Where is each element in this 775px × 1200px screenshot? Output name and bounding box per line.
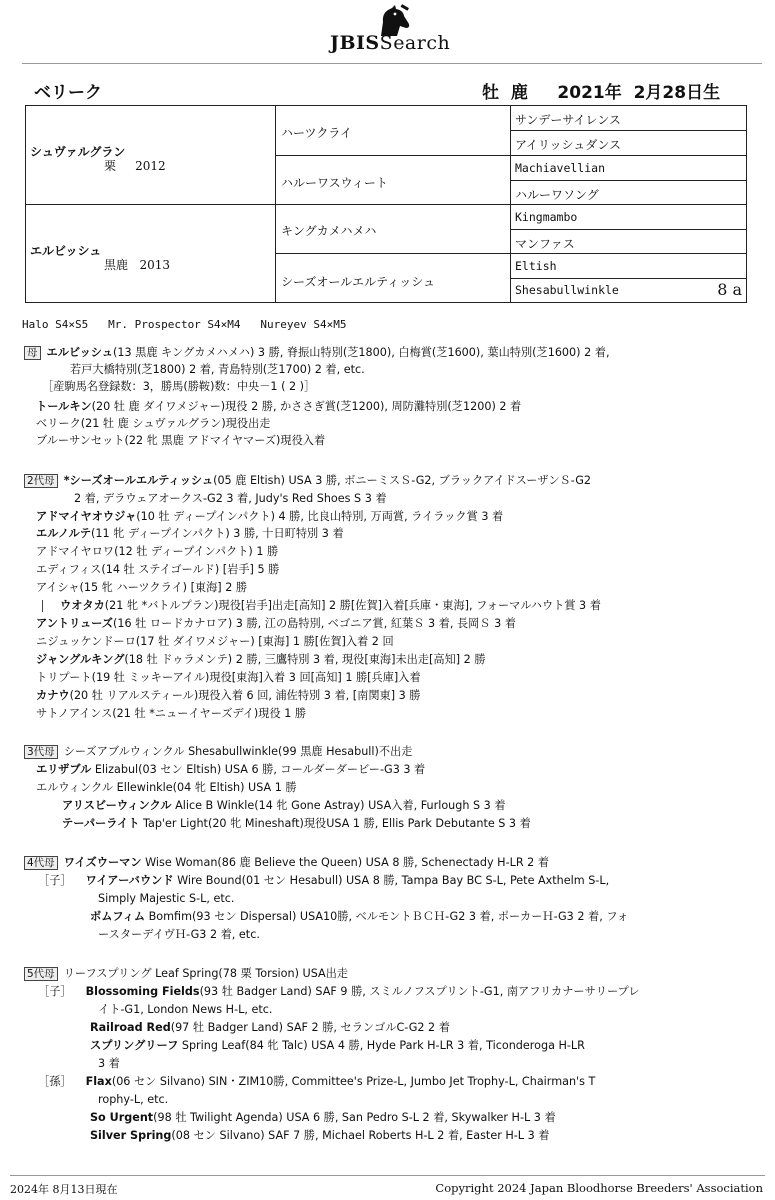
header-divider: [22, 63, 762, 64]
g2-line-5: アドマイヤロワ(12 牡 ディープインパクト) 1 勝: [36, 545, 279, 558]
g5-line-1: 5代母 リーフスプリング Leaf Spring(78 栗 Torsion) USA出走: [24, 967, 348, 981]
ss-cell: [276, 106, 511, 156]
sd-cell: [276, 156, 511, 205]
section-tag-2: 2代母: [24, 474, 58, 488]
dss-name: Kingmambo: [515, 210, 578, 224]
sire-detail: 栗 2012: [104, 159, 166, 173]
inbreeding-info: Halo S4×S5 Mr. Prospector S4×M4 Nureyev S4×M5: [22, 318, 347, 331]
g2-line-3: アドマイヤオウジャ(10 牡 ディープインパクト) 4 勝, 比良山特別, 万両賞, ライラック賞 3 着: [36, 510, 504, 523]
section-tag-4: 4代母: [24, 856, 58, 870]
sire-cell: [26, 106, 276, 205]
g2-line-10: ニジュッケンドーロ(17 牡 ダイワメジャー) [東海] 1 勝[佐賀]入着 2 回: [36, 635, 394, 648]
dam-name: エルビッシュ: [30, 244, 102, 258]
g3-line-4: アリスビーウィンクル Alice B Winkle(14 牝 Gone Astray) USA入着, Furlough S 3 着: [62, 799, 506, 812]
g2-line-13: カナウ(20 牡 リアルスティール)現役入着 6 回, 浦佐特別 3 着, [南関東] 3 勝: [36, 689, 421, 702]
dd-name: シーズオールエルティッシュ: [281, 275, 435, 289]
g5-line-8: rophy-L, etc.: [98, 1093, 169, 1106]
ddd-cell: [511, 279, 746, 302]
g5-line-6: 3 着: [98, 1057, 120, 1070]
g2-line-6: エディフィス(14 牡 ステイゴールド) [岩手] 5 勝: [36, 563, 280, 576]
g5-line-10: Silver Spring(08 セン Silvano) SAF 7 勝, Michael Roberts H-L 2 着, Easter H-L 3 着: [90, 1129, 550, 1142]
horse-name: ベリーク: [34, 83, 102, 103]
dss-cell: [511, 205, 746, 230]
dam-line-1: 母 エルビッシュ(13 黒鹿 キングカメハメハ) 3 勝, 脊振山特別(芝1800), 白梅賞(芝1600), 葉山特別(芝1600) 2 着,: [24, 346, 610, 360]
section-tag-dam: 母: [24, 346, 41, 360]
dam-cell: [26, 205, 276, 302]
g5-line-7: ［孫］ Flax(06 セン Silvano) SIN・ZIM10勝, Committee's Prize-L, Jumbo Jet Trophy-L, Chairman's T: [38, 1075, 596, 1088]
dam-line-6: ブルーサンセット(22 牝 黒鹿 アドマイヤマーズ)現役入着: [36, 434, 326, 447]
sss-name: サンデーサイレンス: [515, 113, 621, 127]
g4-line-3: Simply Majestic S-L, etc.: [98, 892, 235, 905]
g4-line-1: 4代母 ワイズウーマン Wise Woman(86 鹿 Believe the Queen) USA 8 勝, Schenectady H-LR 2 着: [24, 856, 549, 870]
jbis-logo: JBISSearch: [318, 4, 468, 54]
ssd-cell: [511, 131, 746, 156]
ds-name: キングカメハメハ: [281, 224, 377, 238]
dam-line-5: ベリーク(21 牡 鹿 シュヴァルグラン)現役出走: [36, 417, 271, 430]
pedigree-table: [25, 105, 747, 303]
g4-line-4: ボムフィム Bomfim(93 セン Dispersal) USA10勝, ベルモントＢＣＨ-G2 3 着, ポーカーＨ-G3 2 着, フォ: [90, 910, 629, 923]
g2-line-7: アイシャ(15 牝 ハーツクライ) [東海] 2 勝: [36, 581, 248, 594]
g2-line-8: ウオタカ(21 牝 *バトルプラン)現役[岩手]出走[高知] 2 勝[佐賀]入着[兵庫・東海], フォーマルハウト賞 3 着: [42, 599, 601, 613]
g5-line-4: Railroad Red(97 牡 Badger Land) SAF 2 勝, セランゴルC-G2 2 着: [90, 1021, 450, 1034]
sds-name: Machiavellian: [515, 161, 606, 175]
g3-line-3: エルウィンクル Ellewinkle(04 牝 Eltish) USA 1 勝: [36, 781, 297, 794]
g2-line-12: トリプート(19 牡 ミッキーアイル)現役[東海]入着 3 回[高知] 1 勝[兵庫]入着: [36, 671, 421, 684]
g5-line-3: イト-G1, London News H-L, etc.: [98, 1003, 273, 1016]
dds-name: Eltish: [515, 259, 557, 273]
dam-line-3: ［産駒馬名登録数：3，勝馬(勝鞍)数：中央－1 ( 2 )］: [42, 380, 316, 393]
dsd-cell: [511, 230, 746, 254]
sss-cell: [511, 106, 746, 131]
g3-line-1: 3代母 シーズアブルウィンクル Shesabullwinkle(99 黒鹿 Hesabull)不出走: [24, 745, 412, 759]
g2-line-1: 2代母 *シーズオールエルティッシュ(05 鹿 Eltish) USA 3 勝, ボニーミスＳ-G2, ブラックアイドスーザンＳ-G2: [24, 474, 591, 488]
g2-line-2: 2 着, デラウェアオークス-G2 3 着, Judy's Red Shoes S 3 着: [74, 492, 387, 505]
g2-line-4: エルノルテ(11 牝 ディープインパクト) 3 勝, 十日町特別 3 着: [36, 527, 344, 540]
ds-cell: [276, 205, 511, 254]
g2-line-11: ジャングルキング(18 牡 ドゥラメンテ) 2 勝, 三鷹特別 3 着, 現役[東海]未出走[高知] 2 勝: [36, 653, 486, 666]
dam-detail: 黒鹿 2013: [104, 258, 170, 272]
horse-info: 牡 鹿 2021年 2月28日生: [482, 83, 721, 103]
sire-name: シュヴァルグラン: [30, 145, 126, 159]
dam-line-2: 若戸大橋特別(芝1800) 2 着, 青島特別(芝1700) 2 着, etc.: [70, 363, 365, 376]
section-tag-3: 3代母: [24, 745, 58, 759]
dd-cell: [276, 254, 511, 302]
family-number: 8 a: [717, 280, 742, 299]
footer-date: 2024年 8月13日現在: [10, 1183, 118, 1196]
g3-line-5: テーパーライト Tap'er Light(20 牝 Mineshaft)現役USA 1 勝, Ellis Park Debutante S 3 着: [62, 817, 531, 830]
g4-line-5: ースターデイヴＨ-G3 2 着, etc.: [98, 928, 260, 941]
g5-line-9: So Urgent(98 牡 Twilight Agenda) USA 6 勝, San Pedro S-L 2 着, Skywalker H-L 3 着: [90, 1111, 556, 1124]
g3-line-2: エリザブル Elizabul(03 セン Eltish) USA 6 勝, コールダーダービー-G3 3 着: [36, 763, 426, 776]
footer-divider: [10, 1175, 765, 1176]
g5-line-5: スプリングリーフ Spring Leaf(84 牝 Talc) USA 4 勝, Hyde Park H-LR 3 着, Ticonderoga H-LR: [90, 1039, 585, 1052]
dam-line-4: トールキン(20 牡 鹿 ダイワメジャー)現役 2 勝, かささぎ賞(芝1200), 周防灘特別(芝1200) 2 着: [36, 400, 522, 413]
g5-line-2: ［子］ Blossoming Fields(93 牡 Badger Land) SAF 9 勝, スミルノフスプリント-G1, 南アフリカナーサリープレ: [38, 985, 640, 998]
section-tag-5: 5代母: [24, 967, 58, 981]
ssd-name: アイリッシュダンス: [515, 138, 621, 152]
g4-line-2: ［子］ ワイアーバウンド Wire Bound(01 セン Hesabull) USA 8 勝, Tampa Bay BC S-L, Pete Axthelm S-L,: [38, 874, 610, 887]
g2-line-9: アントリューズ(16 牡 ロードカナロア) 3 勝, 江の島特別, ベゴニア賞, 紅葉Ｓ 3 着, 長岡Ｓ 3 着: [36, 617, 516, 630]
sds-cell: [511, 156, 746, 181]
g2-line-14: サトノアインス(21 牡 *ニューイヤーズデイ)現役 1 勝: [36, 707, 307, 720]
sdd-name: ハルーワソング: [515, 188, 599, 202]
footer-copyright: Copyright 2024 Japan Bloodhorse Breeders' Association: [435, 1181, 763, 1195]
dds-cell: [511, 254, 746, 279]
sdd-cell: [511, 181, 746, 205]
ss-name: ハーツクライ: [281, 126, 353, 140]
ddd-name: Shesabullwinkle: [515, 283, 619, 297]
dsd-name: マンファス: [515, 237, 575, 251]
sd-name: ハルーワスウィート: [281, 176, 388, 190]
